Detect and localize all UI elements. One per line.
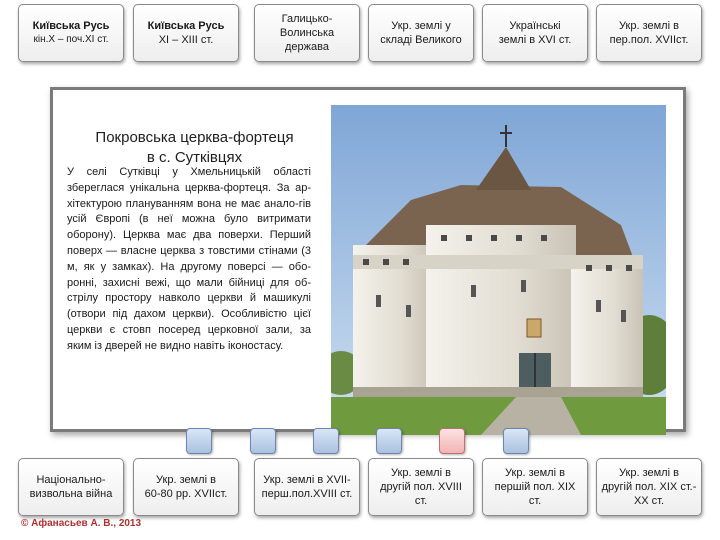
- nav-tile-kyiv-rus-10-11[interactable]: [18, 4, 124, 62]
- nav-tile-sublabel: другій пол. XIX ст.-XX ст.: [601, 481, 697, 507]
- slide-title-line1: Покровська церква-фортеця: [95, 129, 294, 146]
- nav-tile-sublabel: пер.пол. XVIIст.: [609, 34, 689, 46]
- pager-square-1[interactable]: [186, 428, 212, 454]
- nav-tile-grand-duchy[interactable]: [368, 4, 474, 62]
- slide-title: [57, 128, 332, 168]
- nav-tile-17th-first-half[interactable]: [596, 4, 702, 62]
- nav-tile-kyiv-rus-11-13[interactable]: [133, 4, 239, 62]
- nav-tile-sublabel: визвольна війна: [29, 488, 113, 500]
- pager-square-6[interactable]: [503, 428, 529, 454]
- nav-tile-label: Київська Русь: [32, 20, 110, 32]
- nav-tile-sublabel: першій пол. XIX ст.: [494, 481, 576, 507]
- nav-tile-label: Укр. землі в: [619, 467, 679, 479]
- nav-tile-sublabel: перш.пол.XVIII ст.: [261, 488, 353, 500]
- nav-tile-label: Укр. землі в: [156, 474, 216, 486]
- nav-tile-17th-60-80[interactable]: [133, 458, 239, 516]
- nav-tile-label: Укр. землі у: [391, 20, 451, 32]
- nav-tile-18th-second-half[interactable]: [368, 458, 474, 516]
- nav-tile-sublabel: землі в XVI ст.: [498, 34, 572, 46]
- pager-square-4[interactable]: [376, 428, 402, 454]
- nav-tile-label: Національно-: [36, 474, 106, 486]
- nav-tile-sublabel: кін.X – поч.XI ст.: [33, 34, 109, 45]
- church-fortress-photo: [331, 105, 666, 435]
- pager-square-2[interactable]: [250, 428, 276, 454]
- copyright-text: © Афанасьев А. В., 2013: [21, 518, 142, 529]
- nav-tile-16th-century[interactable]: [482, 4, 588, 62]
- nav-tile-label: Укр. землі в: [391, 467, 451, 479]
- nav-tile-label: Українські: [509, 20, 561, 32]
- nav-tile-label: Галицько-: [281, 13, 333, 25]
- slide-description: У селі Сутківці у Хмельницькій області збереглася унікальна церква-фортеця. За ар-хітектурою плануванням вона не має анало-гів усій Європі (в неї можна було витримати оборону). Церква має два поверхи. Перший поверх — власне церква з товстими стінами (3 м, як у замках). На другому поверсі — обо-ронні, захисні вежі, що мали бійниці для об-стрілу простору навколо церкви й машикулі (отвори під дахом церкви). Особливістю цієї церкви є стовп посеред церковної зали, за яким із дверей не видно навіть іконостасу.: [67, 166, 311, 352]
- nav-tile-17th-18th[interactable]: [254, 458, 360, 516]
- pager-square-3[interactable]: [313, 428, 339, 454]
- nav-tile-label: Київська Русь: [147, 20, 225, 32]
- slide-title-line2: в с. Сутківцях: [146, 149, 243, 166]
- nav-tile-sublabel: складі Великого: [380, 34, 462, 46]
- pager-square-5-active[interactable]: [439, 428, 465, 454]
- nav-tile-19th-first-half[interactable]: [482, 458, 588, 516]
- nav-tile-liberation-war[interactable]: [18, 458, 124, 516]
- nav-tile-label: Укр. землі в: [505, 467, 565, 479]
- nav-tile-label: Укр. землі в XVII-: [263, 474, 351, 486]
- nav-tile-19th-20th[interactable]: [596, 458, 702, 516]
- nav-tile-sublabel: 60-80 рр. XVIIст.: [144, 488, 228, 500]
- nav-tile-label: Укр. землі в: [619, 20, 679, 32]
- nav-tile-sublabel: Волинська держава: [279, 27, 335, 53]
- nav-tile-sublabel: XI – XIII ст.: [158, 34, 214, 46]
- nav-tile-galicia-volhynia[interactable]: [254, 4, 360, 62]
- nav-tile-sublabel: другій пол. XVIII ст.: [380, 481, 462, 507]
